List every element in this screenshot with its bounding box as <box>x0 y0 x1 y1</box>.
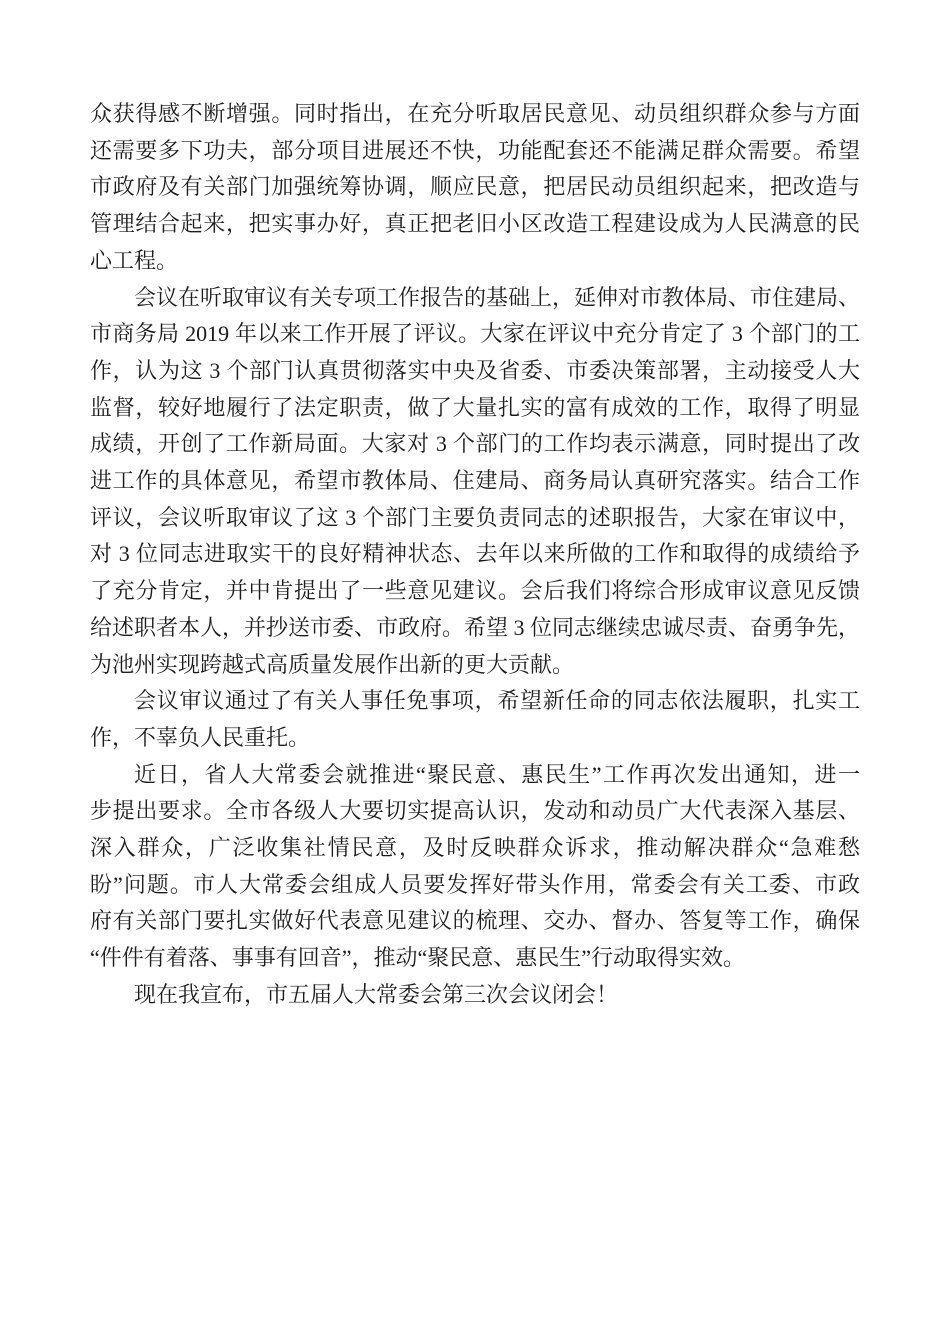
text-line: 管理结合起来，把实事办好，真正把老旧小区改造工程建设成为人民满意的民 <box>90 211 860 237</box>
text-line: 为池州实现跨越式高质量发展作出新的更大贡献。 <box>90 651 575 677</box>
text-line: 监督，较好地履行了法定职责，做了大量扎实的富有成效的工作，取得了明显 <box>90 394 860 420</box>
text-line: 给述职者本人，并抄送市委、市政府。希望 3 位同志继续忠诚尽责、奋勇争先， <box>90 614 861 640</box>
text-line: 市政府及有关部门加强统筹协调，顺应民意，把居民动员组织起来，把改造与 <box>90 174 860 200</box>
text-line: 步提出要求。全市各级人大要切实提高认识，发动和动员广大代表深入基层、 <box>90 798 860 824</box>
text-line: 会议审议通过了有关人事任免事项，希望新任命的同志依法履职，扎实工 <box>134 688 860 714</box>
text-line: 还需要多下功夫，部分项目进展还不快，功能配套还不能满足群众需要。希望 <box>90 137 860 163</box>
text-line: 心工程。 <box>90 247 179 273</box>
text-line: 深入群众，广泛收集社情民意，及时反映群众诉求，推动解决群众“急难愁 <box>90 835 860 861</box>
text-line: 近日，省人大常委会就推进“聚民意、惠民生”工作再次发出通知，进一 <box>134 761 860 787</box>
text-line: 盼”问题。市人大常委会组成人员要发挥好带头作用，常委会有关工委、市政 <box>90 871 860 897</box>
text-line: 作，不辜负人民重托。 <box>90 724 311 750</box>
text-line: 市商务局 2019 年以来工作开展了评议。大家在评议中充分肯定了 3 个部门的工 <box>90 321 860 347</box>
text-line: 作，认为这 3 个部门认真贯彻落实中央及省委、市委决策部署，主动接受人大 <box>90 357 860 383</box>
text-line: “件件有着落、事事有回音”，推动“聚民意、惠民生”行动取得实效。 <box>90 945 746 971</box>
text-line: 了充分肯定，并中肯提出了一些意见建议。会后我们将综合形成审议意见反馈 <box>90 578 860 604</box>
text-line: 现在我宣布，市五届人大常委会第三次会议闭会！ <box>134 981 619 1007</box>
text-line: 评议，会议听取审议了这 3 个部门主要负责同志的述职报告，大家在审议中， <box>90 504 860 530</box>
text-line: 会议在听取审议有关专项工作报告的基础上，延伸对市教体局、市住建局、 <box>134 284 861 310</box>
text-line: 对 3 位同志进取实干的良好精神状态、去年以来所做的工作和取得的成绩给予 <box>90 541 860 567</box>
text-line: 府有关部门要扎实做好代表意见建议的梳理、交办、督办、答复等工作，确保 <box>90 908 860 934</box>
text-line: 成绩，开创了工作新局面。大家对 3 个部门的工作均表示满意，同时提出了改 <box>90 431 860 457</box>
document-body <box>90 96 860 1014</box>
text-line: 进工作的具体意见，希望市教体局、住建局、商务局认真研究落实。结合工作 <box>90 468 860 494</box>
text-line: 众获得感不断增强。同时指出，在充分听取居民意见、动员组织群众参与方面 <box>90 101 860 126</box>
